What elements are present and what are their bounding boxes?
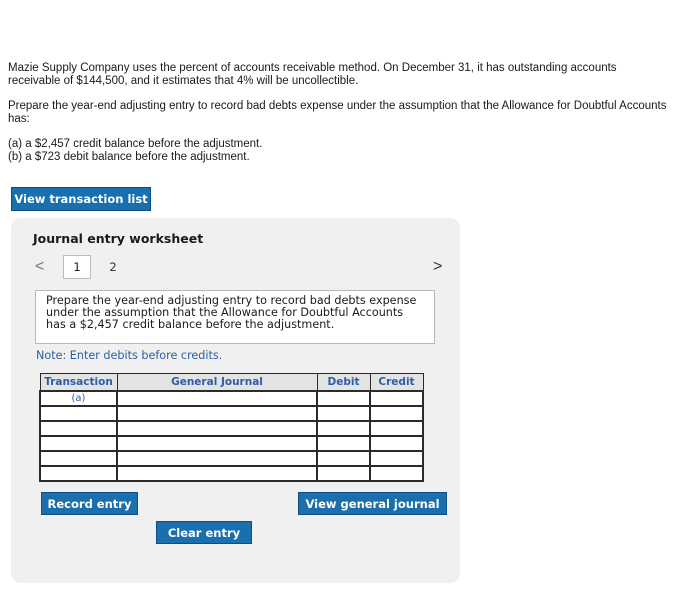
worksheet-title: Journal entry worksheet bbox=[33, 231, 204, 246]
credit-cell[interactable] bbox=[370, 451, 423, 466]
chevron-left-icon[interactable]: < bbox=[35, 258, 45, 275]
case-a: (a) a $2,457 credit balance before the adjustment. bbox=[8, 138, 263, 150]
question-cases bbox=[8, 138, 668, 164]
case-b: (b) a $723 debit balance before the adjustment. bbox=[8, 151, 250, 163]
question-prompt: Prepare the year-end adjusting entry to record bad debts expense under the assumption that the Allowance for Doubtful Accounts has: bbox=[8, 100, 667, 125]
debits-note: Note: Enter debits before credits. bbox=[36, 349, 223, 362]
table-row bbox=[40, 436, 423, 451]
chevron-right-icon[interactable]: > bbox=[433, 258, 443, 275]
transaction-cell bbox=[40, 436, 117, 451]
journal-table bbox=[39, 373, 424, 482]
clear-entry-button[interactable]: Clear entry bbox=[156, 521, 252, 544]
view-transaction-list-button[interactable]: View transaction list bbox=[11, 187, 151, 211]
credit-cell[interactable] bbox=[370, 406, 423, 421]
table-row bbox=[40, 391, 423, 406]
transaction-cell bbox=[40, 466, 117, 481]
header-debit: Debit bbox=[317, 374, 370, 392]
credit-cell[interactable] bbox=[370, 391, 423, 406]
table-row bbox=[40, 421, 423, 436]
tab-1[interactable]: 1 bbox=[63, 255, 91, 279]
account-cell[interactable] bbox=[117, 421, 317, 436]
header-credit: Credit bbox=[370, 374, 423, 392]
transaction-cell bbox=[40, 451, 117, 466]
account-cell[interactable] bbox=[117, 436, 317, 451]
account-cell[interactable] bbox=[117, 466, 317, 481]
question-intro: Mazie Supply Company uses the percent of accounts receivable method. On December 31, it has outstanding accounts receivable of $144,500, and it estimates that 4% will be uncollectible. bbox=[8, 62, 617, 87]
account-cell[interactable] bbox=[117, 451, 317, 466]
debit-cell[interactable] bbox=[317, 421, 370, 436]
debit-cell[interactable] bbox=[317, 451, 370, 466]
transaction-cell bbox=[40, 421, 117, 436]
debit-cell[interactable] bbox=[317, 466, 370, 481]
account-cell[interactable] bbox=[117, 406, 317, 421]
table-row bbox=[40, 406, 423, 421]
debit-cell[interactable] bbox=[317, 406, 370, 421]
debit-cell[interactable] bbox=[317, 436, 370, 451]
record-entry-button[interactable]: Record entry bbox=[41, 492, 138, 515]
question-text bbox=[8, 62, 668, 164]
credit-cell[interactable] bbox=[370, 421, 423, 436]
worksheet-instruction: Prepare the year-end adjusting entry to record bad debts expense under the assumption that the Allowance for Doubtful Accounts has a $2,457 credit balance before the adjustment. bbox=[35, 290, 435, 344]
table-row bbox=[40, 466, 423, 481]
tab-2[interactable]: 2 bbox=[109, 260, 117, 274]
header-transaction: Transaction bbox=[40, 374, 117, 392]
view-general-journal-button[interactable]: View general journal bbox=[298, 492, 447, 515]
account-cell[interactable] bbox=[117, 391, 317, 406]
table-row bbox=[40, 451, 423, 466]
header-general-journal: General Journal bbox=[117, 374, 317, 392]
credit-cell[interactable] bbox=[370, 466, 423, 481]
credit-cell[interactable] bbox=[370, 436, 423, 451]
transaction-cell bbox=[40, 406, 117, 421]
debit-cell[interactable] bbox=[317, 391, 370, 406]
transaction-cell: (a) bbox=[40, 391, 117, 406]
